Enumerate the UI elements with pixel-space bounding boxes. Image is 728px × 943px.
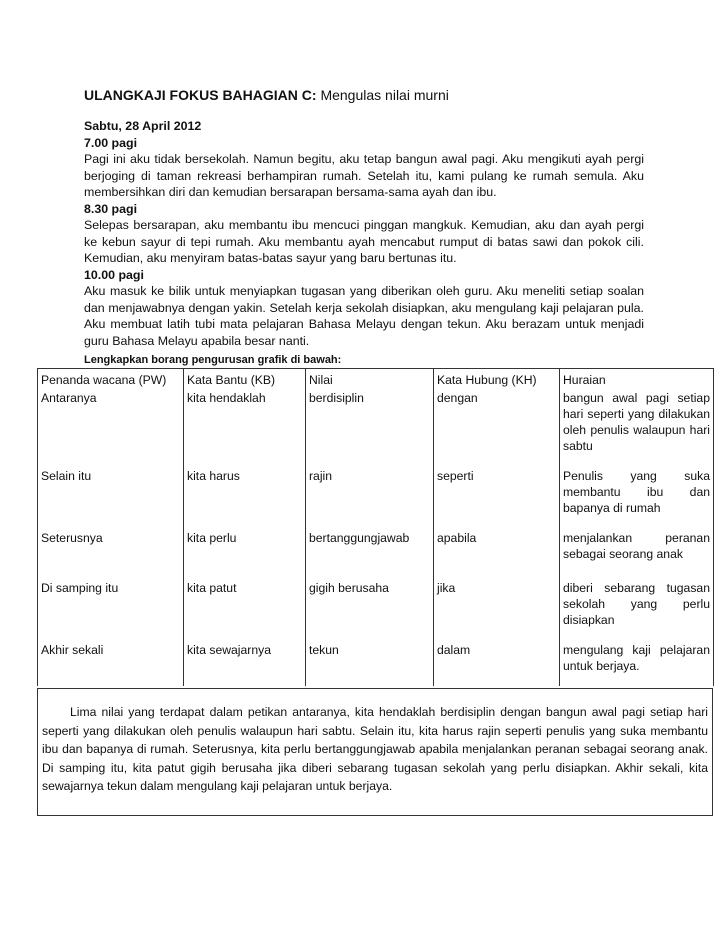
cell-nilai: berdisiplin xyxy=(306,388,434,466)
header-nilai: Nilai xyxy=(306,369,434,389)
diary-date: Sabtu, 28 April 2012 xyxy=(84,119,202,133)
header-pw: Penanda wacana (PW) xyxy=(38,369,184,389)
cell-huraian: diberi sebarang tugasan sekolah yang perlu disiapkan xyxy=(560,578,714,640)
cell-huraian: mengulang kaji pelajaran untuk berjaya. xyxy=(560,640,714,686)
cell-kb: kita patut xyxy=(184,578,306,640)
cell-kb: kita hendaklah xyxy=(184,388,306,466)
cell-kb: kita perlu xyxy=(184,528,306,578)
diary-time-2: 8.30 pagi xyxy=(84,201,138,216)
graphic-organizer-table xyxy=(37,368,714,686)
table-row xyxy=(38,528,714,578)
table-row xyxy=(38,388,714,466)
cell-kb: kita harus xyxy=(184,466,306,528)
diary-passage xyxy=(84,118,644,349)
diary-entry-1: Pagi ini aku tidak bersekolah. Namun begitu, aku tetap bangun awal pagi. Aku mengikuti ayah pergi berjoging di taman rekreasi berhampiran rumah. Setelah itu, kami pulang ke rumah semula. Aku membersihkan diri dan kemudian bersarapan bersama-sama ayah dan ibu. xyxy=(84,152,644,199)
cell-nilai: tekun xyxy=(306,640,434,686)
diary-time-1: 7.00 pagi xyxy=(84,135,138,150)
cell-kb: kita sewajarnya xyxy=(184,640,306,686)
header-huraian: Huraian xyxy=(560,369,714,389)
cell-pw: Di samping itu xyxy=(38,578,184,640)
table-row xyxy=(38,640,714,686)
cell-huraian: bangun awal pagi setiap hari seperti yang dilakukan oleh penulis walaupun hari sabtu xyxy=(560,388,714,466)
table-row xyxy=(38,578,714,640)
cell-pw: Selain itu xyxy=(38,466,184,528)
cell-huraian: Penulis yang suka membantu ibu dan bapanya di rumah xyxy=(560,466,714,528)
diary-entry-2: Selepas bersarapan, aku membantu ibu mencuci pinggan mangkuk. Kemudian, aku dan ayah pergi ke kebun sayur di tepi rumah. Aku membantu ayah mencabut rumput di batas sawi dan pokok cili. Kemudian, aku menyiram batas-batas sayur yang baru bertunas itu. xyxy=(84,218,644,265)
cell-kh: jika xyxy=(434,578,560,640)
cell-nilai: rajin xyxy=(306,466,434,528)
cell-kh: apabila xyxy=(434,528,560,578)
heading-bold: ULANGKAJI FOKUS BAHAGIAN C: xyxy=(84,87,317,103)
heading-subtitle: Mengulas nilai murni xyxy=(316,87,449,103)
diary-time-3: 10.00 pagi xyxy=(84,267,144,282)
cell-kh: dengan xyxy=(434,388,560,466)
cell-pw: Antaranya xyxy=(38,388,184,466)
cell-kh: dalam xyxy=(434,640,560,686)
cell-nilai: gigih berusaha xyxy=(306,578,434,640)
table-header-row xyxy=(38,369,714,389)
header-kb: Kata Bantu (KB) xyxy=(184,369,306,389)
cell-kh: seperti xyxy=(434,466,560,528)
cell-pw: Akhir sekali xyxy=(38,640,184,686)
cell-huraian: menjalankan peranan sebagai seorang anak xyxy=(560,528,714,578)
cell-nilai: bertanggungjawab xyxy=(306,528,434,578)
document-heading xyxy=(84,87,449,103)
diary-entry-3: Aku masuk ke bilik untuk menyiapkan tugasan yang diberikan oleh guru. Aku meneliti setiap soalan dan menjawabnya dengan yakin. Setelah kerja sekolah disiapkan, aku mengulang kaji pelajaran pula. Aku membuat latih tubi mata pelajaran Bahasa Melayu dengan tekun. Aku berazam untuk menjadi guru Bahasa Melayu apabila besar nanti. xyxy=(84,284,644,348)
instruction-text: Lengkapkan borang pengurusan grafik di bawah: xyxy=(84,354,342,366)
header-kh: Kata Hubung (KH) xyxy=(434,369,560,389)
summary-box xyxy=(37,688,713,816)
table-row xyxy=(38,466,714,528)
cell-pw: Seterusnya xyxy=(38,528,184,578)
summary-paragraph: Lima nilai yang terdapat dalam petikan antaranya, kita hendaklah berdisiplin dengan bangun awal pagi setiap hari seperti yang dilakukan oleh penulis walaupun hari sabtu. Selain itu, kita harus rajin seperti penulis yang suka membantu ibu dan bapanya di rumah. Seterusnya, kita perlu bertanggungjawab apabila menjalankan peranan sebagai seorang anak. Di samping itu, kita patut gigih berusaha jika diberi sebarang tugasan sekolah yang perlu disiapkan. Akhir sekali, kita sewajarnya tekun dalam mengulang kaji pelajaran untuk berjaya. xyxy=(42,705,708,793)
